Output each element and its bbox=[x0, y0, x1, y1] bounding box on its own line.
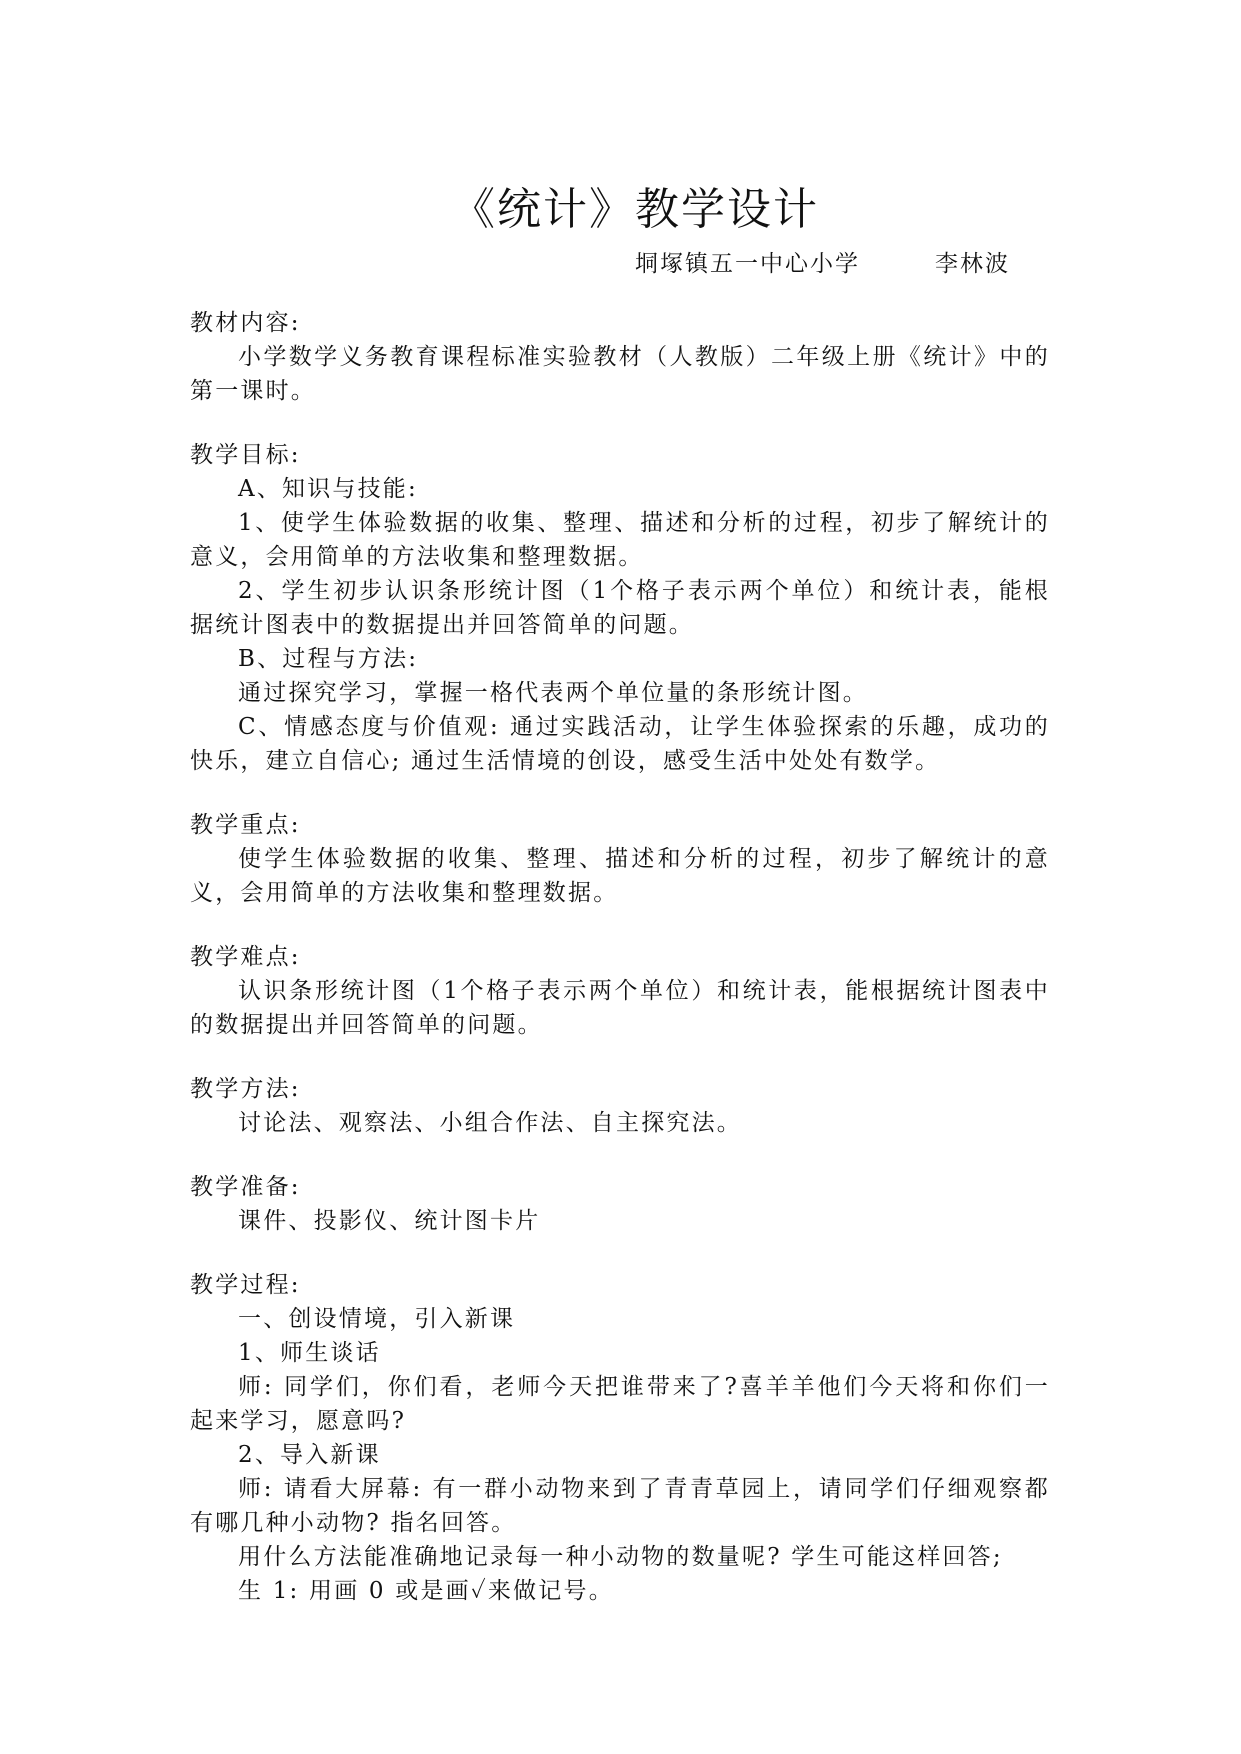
goals-b-item-1: 通过探究学习，掌握一格代表两个单位量的条形统计图。 bbox=[238, 680, 868, 706]
content-paragraph: 小学数学义务教育课程标准实验教材（人教版）二年级上册《统计》中的第一课时。 bbox=[190, 344, 1050, 404]
section-heading-difficulties: 教学难点: bbox=[190, 944, 301, 970]
document-title: 《统计》教学设计 bbox=[451, 184, 819, 235]
section-heading-preparation: 教学准备: bbox=[190, 1174, 301, 1200]
goals-a-item-1: 1、使学生体验数据的收集、整理、描述和分析的过程，初步了解统计的意义，会用简单的方法收集和整理数据。 bbox=[190, 510, 1050, 570]
goals-subheading-a: A、知识与技能: bbox=[238, 476, 418, 502]
process-step-4: 2、导入新课 bbox=[238, 1442, 381, 1468]
section-heading-content: 教材内容: bbox=[190, 310, 301, 336]
spacer bbox=[190, 910, 1050, 940]
process-step-3: 师: 同学们，你们看，老师今天把谁带来了?喜羊羊他们今天将和你们一起来学习，愿意吗? bbox=[190, 1374, 1050, 1434]
spacer bbox=[190, 778, 1050, 808]
process-step-6: 用什么方法能准确地记录每一种小动物的数量呢? 学生可能这样回答; bbox=[238, 1544, 1003, 1570]
spacer bbox=[190, 1042, 1050, 1072]
goals-c-paragraph: C、情感态度与价值观: 通过实践活动，让学生体验探索的乐趣，成功的快乐，建立自信心; 通过生活情境的创设，感受生活中处处有数学。 bbox=[190, 714, 1050, 774]
methods-paragraph: 讨论法、观察法、小组合作法、自主探究法。 bbox=[238, 1110, 742, 1136]
document-body bbox=[190, 306, 1050, 1608]
process-step-7: 生 1: 用画 0 或是画✓来做记号。 bbox=[238, 1578, 614, 1604]
preparation-paragraph: 课件、投影仪、统计图卡片 bbox=[238, 1208, 541, 1234]
spacer bbox=[190, 408, 1050, 438]
process-step-2: 1、师生谈话 bbox=[238, 1340, 381, 1366]
key-points-paragraph: 使学生体验数据的收集、整理、描述和分析的过程，初步了解统计的意义，会用简单的方法收集和整理数据。 bbox=[190, 846, 1050, 906]
author-line: 垌塚镇五一中心小学 李林波 bbox=[635, 251, 1010, 277]
difficulties-paragraph: 认识条形统计图（1个格子表示两个单位）和统计表，能根据统计图表中的数据提出并回答简单的问题。 bbox=[190, 978, 1050, 1038]
document-page bbox=[190, 180, 1050, 1608]
section-heading-methods: 教学方法: bbox=[190, 1076, 301, 1102]
section-heading-goals: 教学目标: bbox=[190, 442, 301, 468]
spacer bbox=[190, 1140, 1050, 1170]
goals-a-item-2: 2、学生初步认识条形统计图（1个格子表示两个单位）和统计表，能根据统计图表中的数据提出并回答简单的问题。 bbox=[190, 578, 1050, 638]
process-step-1: 一、创设情境，引入新课 bbox=[238, 1306, 516, 1332]
spacer bbox=[190, 1238, 1050, 1268]
section-heading-key-points: 教学重点: bbox=[190, 812, 301, 838]
goals-subheading-b: B、过程与方法: bbox=[238, 646, 419, 672]
section-heading-process: 教学过程: bbox=[190, 1272, 301, 1298]
process-step-5: 师: 请看大屏幕: 有一群小动物来到了青青草园上，请同学们仔细观察都有哪几种小动物? 指名回答。 bbox=[190, 1476, 1050, 1536]
